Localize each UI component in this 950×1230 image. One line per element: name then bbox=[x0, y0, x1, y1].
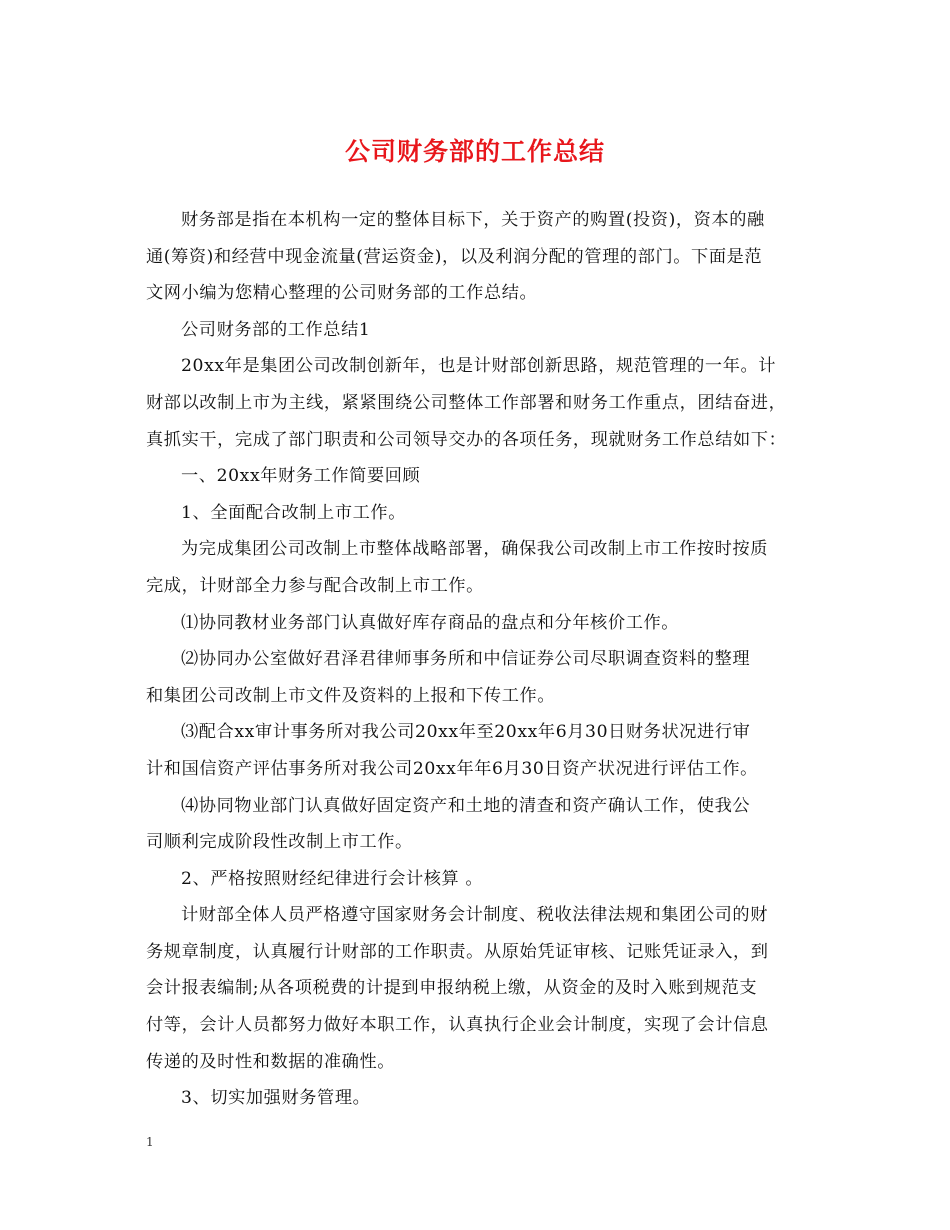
text-line: 传递的及时性和数据的准确性。 bbox=[146, 1051, 396, 1072]
text-line: 财务部是指在本机构一定的整体目标下，关于资产的购置(投资)，资本的融 bbox=[181, 210, 765, 230]
text-line: 财部以改制上市为主线，紧紧围绕公司整体工作部署和财务工作重点，团结奋进， bbox=[146, 392, 787, 413]
text-line: ⑷协同物业部门认真做好固定资产和土地的清查和资产确认工作，使我公 bbox=[181, 795, 751, 816]
text-line: 文网小编为您精心整理的公司财务部的工作总结。 bbox=[146, 283, 538, 304]
document-body bbox=[146, 202, 810, 1117]
body-lines-container bbox=[146, 202, 810, 1117]
text-line: 一、20xx年财务工作简要回顾 bbox=[181, 466, 421, 487]
text-line: 真抓实干，完成了部门职责和公司领导交办的各项任务，现就财务工作总结如下： bbox=[146, 429, 787, 450]
text-line: ⑴协同教材业务部门认真做好库存商品的盘点和分年核价工作。 bbox=[181, 612, 680, 633]
text-line: 2、严格按照财经纪律进行会计核算 。 bbox=[181, 868, 484, 889]
page-number: 1 bbox=[146, 1135, 154, 1149]
text-line: 3、切实加强财务管理。 bbox=[181, 1088, 371, 1109]
text-line: 公司财务部的工作总结1 bbox=[181, 319, 371, 340]
text-line: ⑶配合xx审计事务所对我公司20xx年至20xx年6月30日财务状况进行审 bbox=[181, 722, 751, 743]
text-line: 通(筹资)和经营中现金流量(营运资金)，以及利润分配的管理的部门。下面是范 bbox=[146, 246, 763, 267]
text-line: 计和国信资产评估事务所对我公司20xx年年6月30日资产状况进行评估工作。 bbox=[146, 758, 758, 779]
text-line: 计财部全体人员严格遵守国家财务会计制度、税收法律法规和集团公司的财 bbox=[181, 905, 768, 926]
text-line: 司顺利完成阶段性改制上市工作。 bbox=[146, 832, 413, 853]
text-line: 务规章制度，认真履行计财部的工作职责。从原始凭证审核、记账凭证录入，到 bbox=[146, 941, 769, 962]
text-line: 和集团公司改制上市文件及资料的上报和下传工作。 bbox=[146, 685, 556, 706]
document-title: 公司财务部的工作总结 bbox=[344, 137, 605, 166]
text-line: 为完成集团公司改制上市整体战略部署，确保我公司改制上市工作按时按质 bbox=[181, 539, 768, 560]
text-line: 完成，计财部全力参与配合改制上市工作。 bbox=[146, 575, 484, 596]
text-line: 会计报表编制;从各项税费的计提到申报纳税上缴，从资金的及时入账到规范支 bbox=[146, 978, 758, 999]
text-line: 付等，会计人员都努力做好本职工作，认真执行企业会计制度，实现了会计信息 bbox=[146, 1015, 769, 1036]
text-line: 1、全面配合改制上市工作。 bbox=[181, 502, 406, 523]
text-line: ⑵协同办公室做好君泽君律师事务所和中信证券公司尽职调查资料的整理 bbox=[181, 649, 751, 670]
text-line: 20xx年是集团公司改制创新年，也是计财部创新思路，规范管理的一年。计 bbox=[181, 356, 777, 377]
